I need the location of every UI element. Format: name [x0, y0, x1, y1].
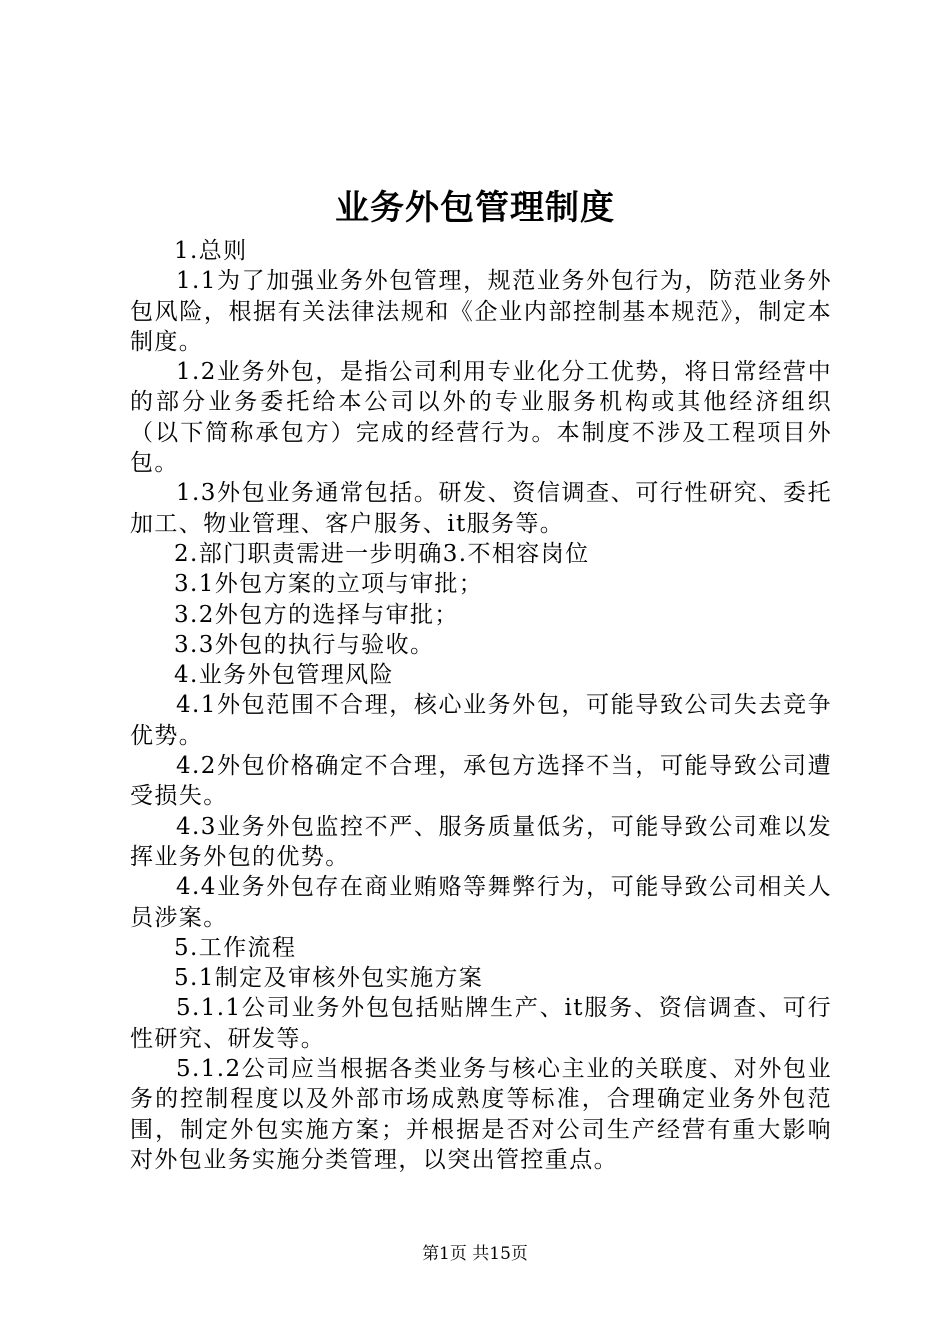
document-body	[130, 236, 832, 1175]
paragraph: 4.3业务外包监控不严、服务质量低劣，可能导致公司难以发挥业务外包的优势。	[130, 813, 832, 870]
paragraph: 5.1.1公司业务外包包括贴牌生产、it服务、资信调查、可行性研究、研发等。	[130, 995, 832, 1052]
paragraph: 5.1.2公司应当根据各类业务与核心主业的关联度、对外包业务的控制程度以及外部市场成熟度等标准，合理确定业务外包范围，制定外包实施方案；并根据是否对公司生产经营有重大影响对外包业务实施分类管理，以突出管控重点。	[130, 1056, 832, 1173]
list-item: 3.3外包的执行与验收。	[174, 631, 435, 658]
section-heading: 1.总则	[174, 238, 248, 264]
section-heading: 2.部门职责需进一步明确3.不相容岗位	[174, 540, 590, 567]
paragraph: 4.1外包范围不合理，核心业务外包，可能导致公司失去竞争优势。	[130, 692, 832, 749]
paragraph: 4.2外包价格确定不合理，承包方选择不当，可能导致公司遭受损失。	[130, 753, 832, 810]
paragraph: 1.1为了加强业务外包管理，规范业务外包行为，防范业务外包风险，根据有关法律法规和《企业内部控制基本规范》，制定本制度。	[130, 268, 832, 355]
list-item: 3.1外包方案的立项与审批；	[174, 571, 484, 598]
subsection-heading: 5.1制定及审核外包实施方案	[174, 965, 484, 992]
list-item: 3.2外包方的选择与审批；	[174, 601, 459, 628]
paragraph: 4.4业务外包存在商业贿赂等舞弊行为，可能导致公司相关人员涉案。	[130, 874, 832, 931]
section-heading: 4.业务外包管理风险	[174, 662, 394, 689]
section-heading: 5.工作流程	[174, 934, 297, 961]
document-title: 业务外包管理制度	[335, 188, 615, 228]
paragraph: 1.2业务外包，是指公司利用专业化分工优势，将日常经营中的部分业务委托给本公司以外的专业服务机构或其他经济组织（以下简称承包方）完成的经营行为。本制度不涉及工程项目外包。	[130, 359, 832, 477]
paragraph: 1.3外包业务通常包括。研发、资信调查、可行性研究、委托加工、物业管理、客户服务、it服务等。	[130, 480, 832, 537]
page-number: 第1页 共15页	[422, 1244, 528, 1264]
